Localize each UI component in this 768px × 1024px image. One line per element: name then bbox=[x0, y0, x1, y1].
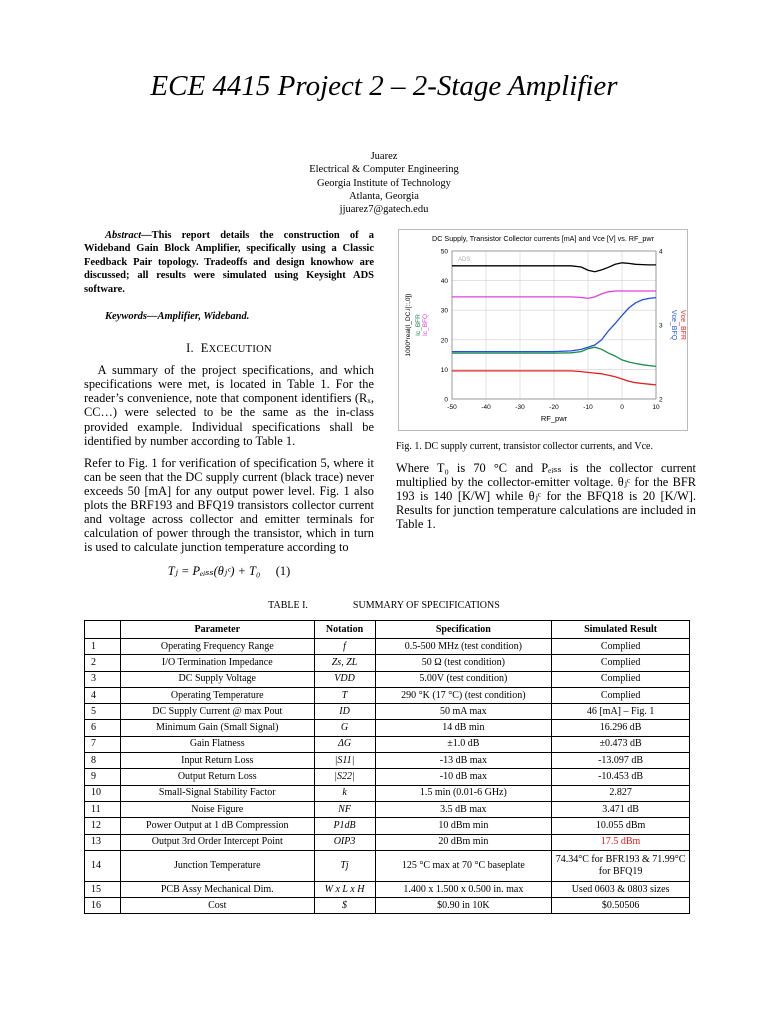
table-cell: $ bbox=[314, 898, 375, 914]
table-row bbox=[85, 736, 690, 752]
table-cell: P1dB bbox=[314, 818, 375, 834]
abstract-label: Abstract bbox=[105, 230, 142, 241]
table-row bbox=[85, 671, 690, 687]
y-right-tick-label: 2 bbox=[659, 396, 663, 404]
x-tick-label: -40 bbox=[481, 404, 491, 411]
table-row bbox=[85, 655, 690, 671]
table-cell: 7 bbox=[85, 736, 121, 752]
author-email: jjuarez7@gatech.edu bbox=[339, 204, 429, 216]
table-cell: 17.5 dBm bbox=[552, 834, 690, 850]
table-cell: 15 bbox=[85, 881, 121, 897]
y-left-tick-label: 20 bbox=[440, 337, 448, 345]
table-cell: 20 dBm min bbox=[375, 834, 552, 850]
table-cell: ΔG bbox=[314, 736, 375, 752]
table-cell: Small-Signal Stability Factor bbox=[120, 785, 314, 801]
table-cell: 6 bbox=[85, 720, 121, 736]
table-cell: Noise Figure bbox=[120, 801, 314, 817]
table-cell: 2 bbox=[85, 655, 121, 671]
abstract-text: —This report details the construction of a Wideband Gain Block Amplifier, specifically using a Classic Feedback Pair topology. Tradeoffs and design knowhow are discussed; all results were simulated using Keysight ADS software. bbox=[84, 230, 374, 295]
table-cell: 10 bbox=[85, 785, 121, 801]
table-cell: 46 [mA] – Fig. 1 bbox=[552, 704, 690, 720]
table-cell: Tj bbox=[314, 850, 375, 881]
table-row bbox=[85, 801, 690, 817]
table-cell: Output 3rd Order Intercept Point bbox=[120, 834, 314, 850]
figure-caption: Fig. 1. DC supply current, transistor collector currents, and Vce. bbox=[396, 441, 653, 452]
table-cell: 16 bbox=[85, 898, 121, 914]
table-header-cell: Specification bbox=[375, 621, 552, 639]
left-column bbox=[84, 229, 374, 578]
author-dept: Electrical & Computer Engineering bbox=[309, 164, 459, 176]
table-cell: 5 bbox=[85, 704, 121, 720]
y-left-axis-label: 1000*real(I_DC.i[::,0]) bbox=[405, 293, 412, 357]
table-cell: Power Output at 1 dB Compression bbox=[120, 818, 314, 834]
figure-1-chart bbox=[398, 229, 688, 431]
table-header-row bbox=[85, 621, 690, 639]
chart-watermark: ADS bbox=[458, 257, 471, 263]
x-tick-label: 10 bbox=[652, 404, 660, 411]
table-cell: 12 bbox=[85, 818, 121, 834]
table-cell: 11 bbox=[85, 801, 121, 817]
section-title-cap: E bbox=[200, 341, 209, 356]
equation bbox=[84, 564, 374, 578]
y-left-tick-label: 50 bbox=[440, 248, 448, 256]
table-row bbox=[85, 785, 690, 801]
table-cell: Complied bbox=[552, 655, 690, 671]
y-left-tick-label: 10 bbox=[440, 366, 448, 374]
table-cell: |S11| bbox=[314, 753, 375, 769]
table-header-cell: Notation bbox=[314, 621, 375, 639]
table-row bbox=[85, 769, 690, 785]
table-cell: 50 Ω (test condition) bbox=[375, 655, 552, 671]
table-cell: 14 bbox=[85, 850, 121, 881]
table-cell: Complied bbox=[552, 639, 690, 655]
table-cell: Gain Flatness bbox=[120, 736, 314, 752]
table-cell: k bbox=[314, 785, 375, 801]
x-tick-label: -20 bbox=[549, 404, 559, 411]
paragraph-junction: Where T₀ is 70 °C and Pₑᵢₛₛ is the collector current multiplied by the collector-emitter voltage. θⱼᶜ for the BFR 193 is 140 [K/W] while θⱼᶜ for the BFQ18 is 20 [K/W]. Results for junction temperature calculations are included in Table 1. bbox=[396, 461, 696, 532]
table-cell: 290 °K (17 °C) (test condition) bbox=[375, 687, 552, 703]
table-header-cell bbox=[85, 621, 121, 639]
table-row bbox=[85, 704, 690, 720]
table-cell: -10.453 dB bbox=[552, 769, 690, 785]
table-cell: Zs, ZL bbox=[314, 655, 375, 671]
section-heading bbox=[84, 341, 374, 357]
paragraph-fig-ref: Refer to Fig. 1 for verification of specification 5, where it can be seen that the DC supply current (black trace) never exceeds 50 [mA] for any output power level. Fig. 1 also plots the BRF193 and BFQ19 transistors collector current and voltage across collector and emitter terminals for calculation of power through the transistor, which in turn is used to calculate junction temperature according to bbox=[84, 455, 374, 555]
table-cell: 125 °C max at 70 °C baseplate bbox=[375, 850, 552, 881]
x-tick-label: -50 bbox=[447, 404, 457, 411]
x-tick-label: 0 bbox=[620, 404, 624, 411]
table-cell: Output Return Loss bbox=[120, 769, 314, 785]
equation-number: (1) bbox=[275, 564, 291, 579]
table-cell: OIP3 bbox=[314, 834, 375, 850]
table-number: TABLE I. bbox=[268, 600, 308, 611]
table-cell: W x L x H bbox=[314, 881, 375, 897]
y-right-tick-label: 3 bbox=[659, 322, 663, 330]
table-cell: VDD bbox=[314, 671, 375, 687]
table-header-cell: Parameter bbox=[120, 621, 314, 639]
table-cell: $0.50506 bbox=[552, 898, 690, 914]
table-row bbox=[85, 898, 690, 914]
table-cell: 1.400 x 1.500 x 0.500 in. max bbox=[375, 881, 552, 897]
y-right-axis-label: Vce_BFR bbox=[679, 310, 686, 340]
table-cell: |S22| bbox=[314, 769, 375, 785]
table-row bbox=[85, 818, 690, 834]
specifications-table bbox=[84, 620, 690, 914]
table-cell: 3.471 dB bbox=[552, 801, 690, 817]
section-title-rest: XCECUTION bbox=[208, 344, 272, 356]
x-tick-label: -10 bbox=[583, 404, 593, 411]
chart-title: DC Supply, Transistor Collector currents [mA] and Vce [V] vs. RF_pwr bbox=[432, 234, 654, 243]
table-cell: ±1.0 dB bbox=[375, 736, 552, 752]
table-cell: Used 0603 & 0803 sizes bbox=[552, 881, 690, 897]
table-cell: 50 mA max bbox=[375, 704, 552, 720]
table-cell: -13.097 dB bbox=[552, 753, 690, 769]
table-cell: I/O Termination Impedance bbox=[120, 655, 314, 671]
x-tick-label: -30 bbox=[515, 404, 525, 411]
paragraph-summary: A summary of the project specifications, and which specifications were met, is located in Table 1. For the reader’s convenience, note that component identifiers (Rₓ, CC…) were selected to be the same as the in-class provided example. Individual specifications shall be identified by number according to Table 1. bbox=[84, 363, 374, 448]
table-cell: 8 bbox=[85, 753, 121, 769]
keywords: Keywords—Amplifier, Wideband. bbox=[105, 311, 250, 323]
table-cell: 16.296 dB bbox=[552, 720, 690, 736]
table-cell: 14 dB min bbox=[375, 720, 552, 736]
y-left-legend-label: Ic_BFR bbox=[415, 314, 422, 336]
table-cell: 2.827 bbox=[552, 785, 690, 801]
table-cell: f bbox=[314, 639, 375, 655]
table-cell: Input Return Loss bbox=[120, 753, 314, 769]
table-cell: -10 dB max bbox=[375, 769, 552, 785]
table-cell: ±0.473 dB bbox=[552, 736, 690, 752]
table-cell: 1.5 min (0.01-6 GHz) bbox=[375, 785, 552, 801]
paper-title: ECE 4415 Project 2 – 2-Stage Amplifier bbox=[150, 70, 618, 102]
table-cell: 3 bbox=[85, 671, 121, 687]
table-cell: 0.5-500 MHz (test condition) bbox=[375, 639, 552, 655]
table-row bbox=[85, 881, 690, 897]
equation-body: Tⱼ = Pₑᵢₛₛ(θⱼᶜ) + T₀ bbox=[167, 564, 261, 579]
y-left-tick-label: 0 bbox=[444, 396, 448, 404]
table-row bbox=[85, 687, 690, 703]
y-left-tick-label: 40 bbox=[440, 278, 448, 286]
abstract bbox=[84, 229, 374, 296]
table-cell: 10 dBm min bbox=[375, 818, 552, 834]
y-right-axis-label: Vce_BFQ bbox=[670, 309, 677, 341]
table-cell: PCB Assy Mechanical Dim. bbox=[120, 881, 314, 897]
table-cell: 5.00V (test condition) bbox=[375, 671, 552, 687]
table-cell: 4 bbox=[85, 687, 121, 703]
x-axis-label: RF_pwr bbox=[540, 414, 568, 423]
y-left-legend-label: Ic_BFQ bbox=[422, 313, 429, 337]
table-cell: DC Supply Voltage bbox=[120, 671, 314, 687]
table-cell: 9 bbox=[85, 769, 121, 785]
table-row bbox=[85, 850, 690, 881]
table-cell: 74.34°C for BFR193 & 71.99°C for BFQ19 bbox=[552, 850, 690, 881]
table-cell: Operating Frequency Range bbox=[120, 639, 314, 655]
table-row bbox=[85, 720, 690, 736]
table-cell: T bbox=[314, 687, 375, 703]
table-cell: Complied bbox=[552, 671, 690, 687]
table-cell: 13 bbox=[85, 834, 121, 850]
table-cell: Complied bbox=[552, 687, 690, 703]
table-cell: Operating Temperature bbox=[120, 687, 314, 703]
table-row bbox=[85, 639, 690, 655]
table-cell: Minimum Gain (Small Signal) bbox=[120, 720, 314, 736]
table-cell: Cost bbox=[120, 898, 314, 914]
y-right-tick-label: 4 bbox=[659, 248, 663, 256]
table-cell: -13 dB max bbox=[375, 753, 552, 769]
author-name: Juarez bbox=[370, 151, 398, 162]
y-left-tick-label: 30 bbox=[440, 307, 448, 315]
table-title: SUMMARY OF SPECIFICATIONS bbox=[352, 600, 500, 611]
table-header-cell: Simulated Result bbox=[552, 621, 690, 639]
table-cell: Junction Temperature bbox=[120, 850, 314, 881]
author-city: Atlanta, Georgia bbox=[349, 190, 419, 202]
chart-frame bbox=[399, 230, 688, 431]
table-cell: G bbox=[314, 720, 375, 736]
table-row bbox=[85, 753, 690, 769]
section-number: I. bbox=[186, 341, 194, 356]
table-cell: 3.5 dB max bbox=[375, 801, 552, 817]
author-institution: Georgia Institute of Technology bbox=[317, 177, 451, 189]
table-row bbox=[85, 834, 690, 850]
table-cell: ID bbox=[314, 704, 375, 720]
author-block bbox=[0, 150, 768, 216]
table-cell: NF bbox=[314, 801, 375, 817]
table-cell: 1 bbox=[85, 639, 121, 655]
table-caption bbox=[0, 600, 768, 611]
table-cell: DC Supply Current @ max Pout bbox=[120, 704, 314, 720]
table-cell: $0.90 in 10K bbox=[375, 898, 552, 914]
table-cell: 10.055 dBm bbox=[552, 818, 690, 834]
